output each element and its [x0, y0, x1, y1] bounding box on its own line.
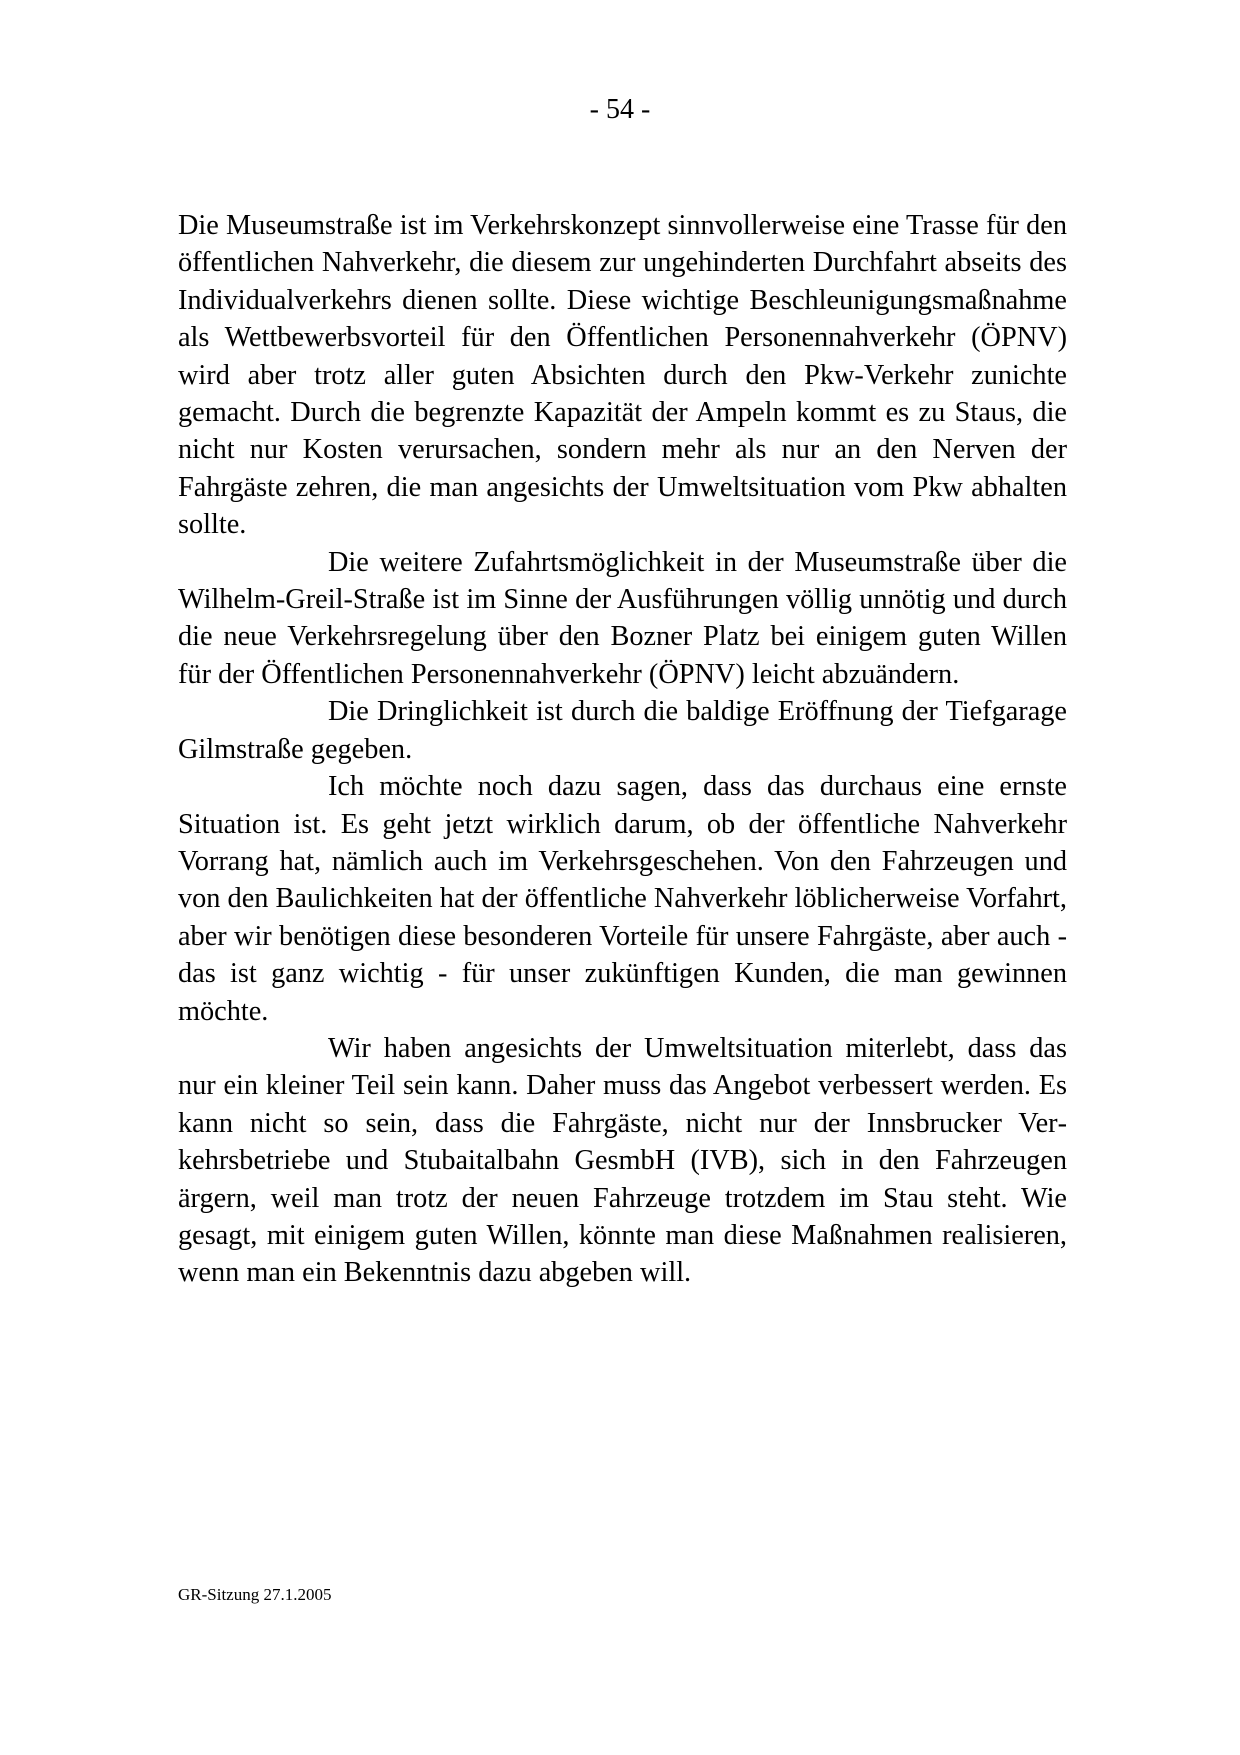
- page-number: - 54 -: [589, 94, 651, 125]
- body-text: [178, 207, 1067, 1292]
- paragraph-zufahrtsmoeglichkeit: Die weitere Zufahrtsmöglichkeit in der Museumstraße über die Wilhelm-Greil-Straße ist im Sinne der Ausführungen völlig unnötig und durch die neue Verkehrsregelung über den Bozner Platz bei einigem guten Willen für der Öffentlichen Personennahverkehr (ÖPNV) leicht abzuändern.: [178, 546, 1067, 690]
- paragraph-ernste-situation: Ich möchte noch dazu sagen, dass das durchaus eine ernste Situation ist. Es geht jetzt wirklich darum, ob der öffentliche Nahverkehr Vorrang hat, nämlich auch im Verkehrsgeschehen. Von den Fahrzeugen und von den Baulichkeiten hat der öffentliche Nahverkehr löblicherweise Vorfahrt, aber wir benötigen diese besonderen Vorteile für unsere Fahrgäste, aber auch - das ist ganz wichtig - für unser zukünftigen Kunden, die man gewinnen möchte.: [178, 771, 1067, 1027]
- footer-session-date: GR-Sitzung 27.1.2005: [178, 1585, 332, 1604]
- paragraph-museumstrasse-trasse: Die Museumstraße ist im Verkehrskonzept sinnvollerweise eine Trasse für den öffentlichen Nahverkehr, die diesem zur ungehinderten Durchfahrt abseits des Individualverkehrs dienen sollte. Diese wichtige Beschleunigungsmaßnahme als Wettbewerbsvorteil für den Öffentlichen Personennahverkehr (ÖPNV) wird aber trotz aller guten Absichten durch den Pkw-Verkehr zunichte gemacht. Durch die begrenzte Kapazität der Ampeln kommt es zu Staus, die nicht nur Kosten verursachen, sondern mehr als nur an den Nerven der Fahrgäste zehren, die man angesichts der Umweltsituation vom Pkw abhalten sollte.: [178, 210, 1067, 541]
- paragraph-dringlichkeit: Die Dringlichkeit ist durch die baldige Eröffnung der Tiefgarage Gilmstraße gegeben.: [178, 696, 1067, 765]
- paragraph-umweltsituation: Wir haben angesichts der Umweltsituation miterlebt, dass das nur ein kleiner Teil sein kann. Daher muss das Angebot verbessert werden. Es kann nicht so sein, dass die Fahrgäste, nicht nur der Innsbrucker Verkehrsbetriebe und Stubaitalbahn GesmbH (IVB), sich in den Fahrzeugen ärgern, weil man trotz der neuen Fahrzeuge trotzdem im Stau steht. Wie gesagt, mit einigem guten Willen, könnte man diese Maßnahmen realisieren, wenn man ein Bekenntnis dazu abgeben will.: [178, 1032, 1067, 1289]
